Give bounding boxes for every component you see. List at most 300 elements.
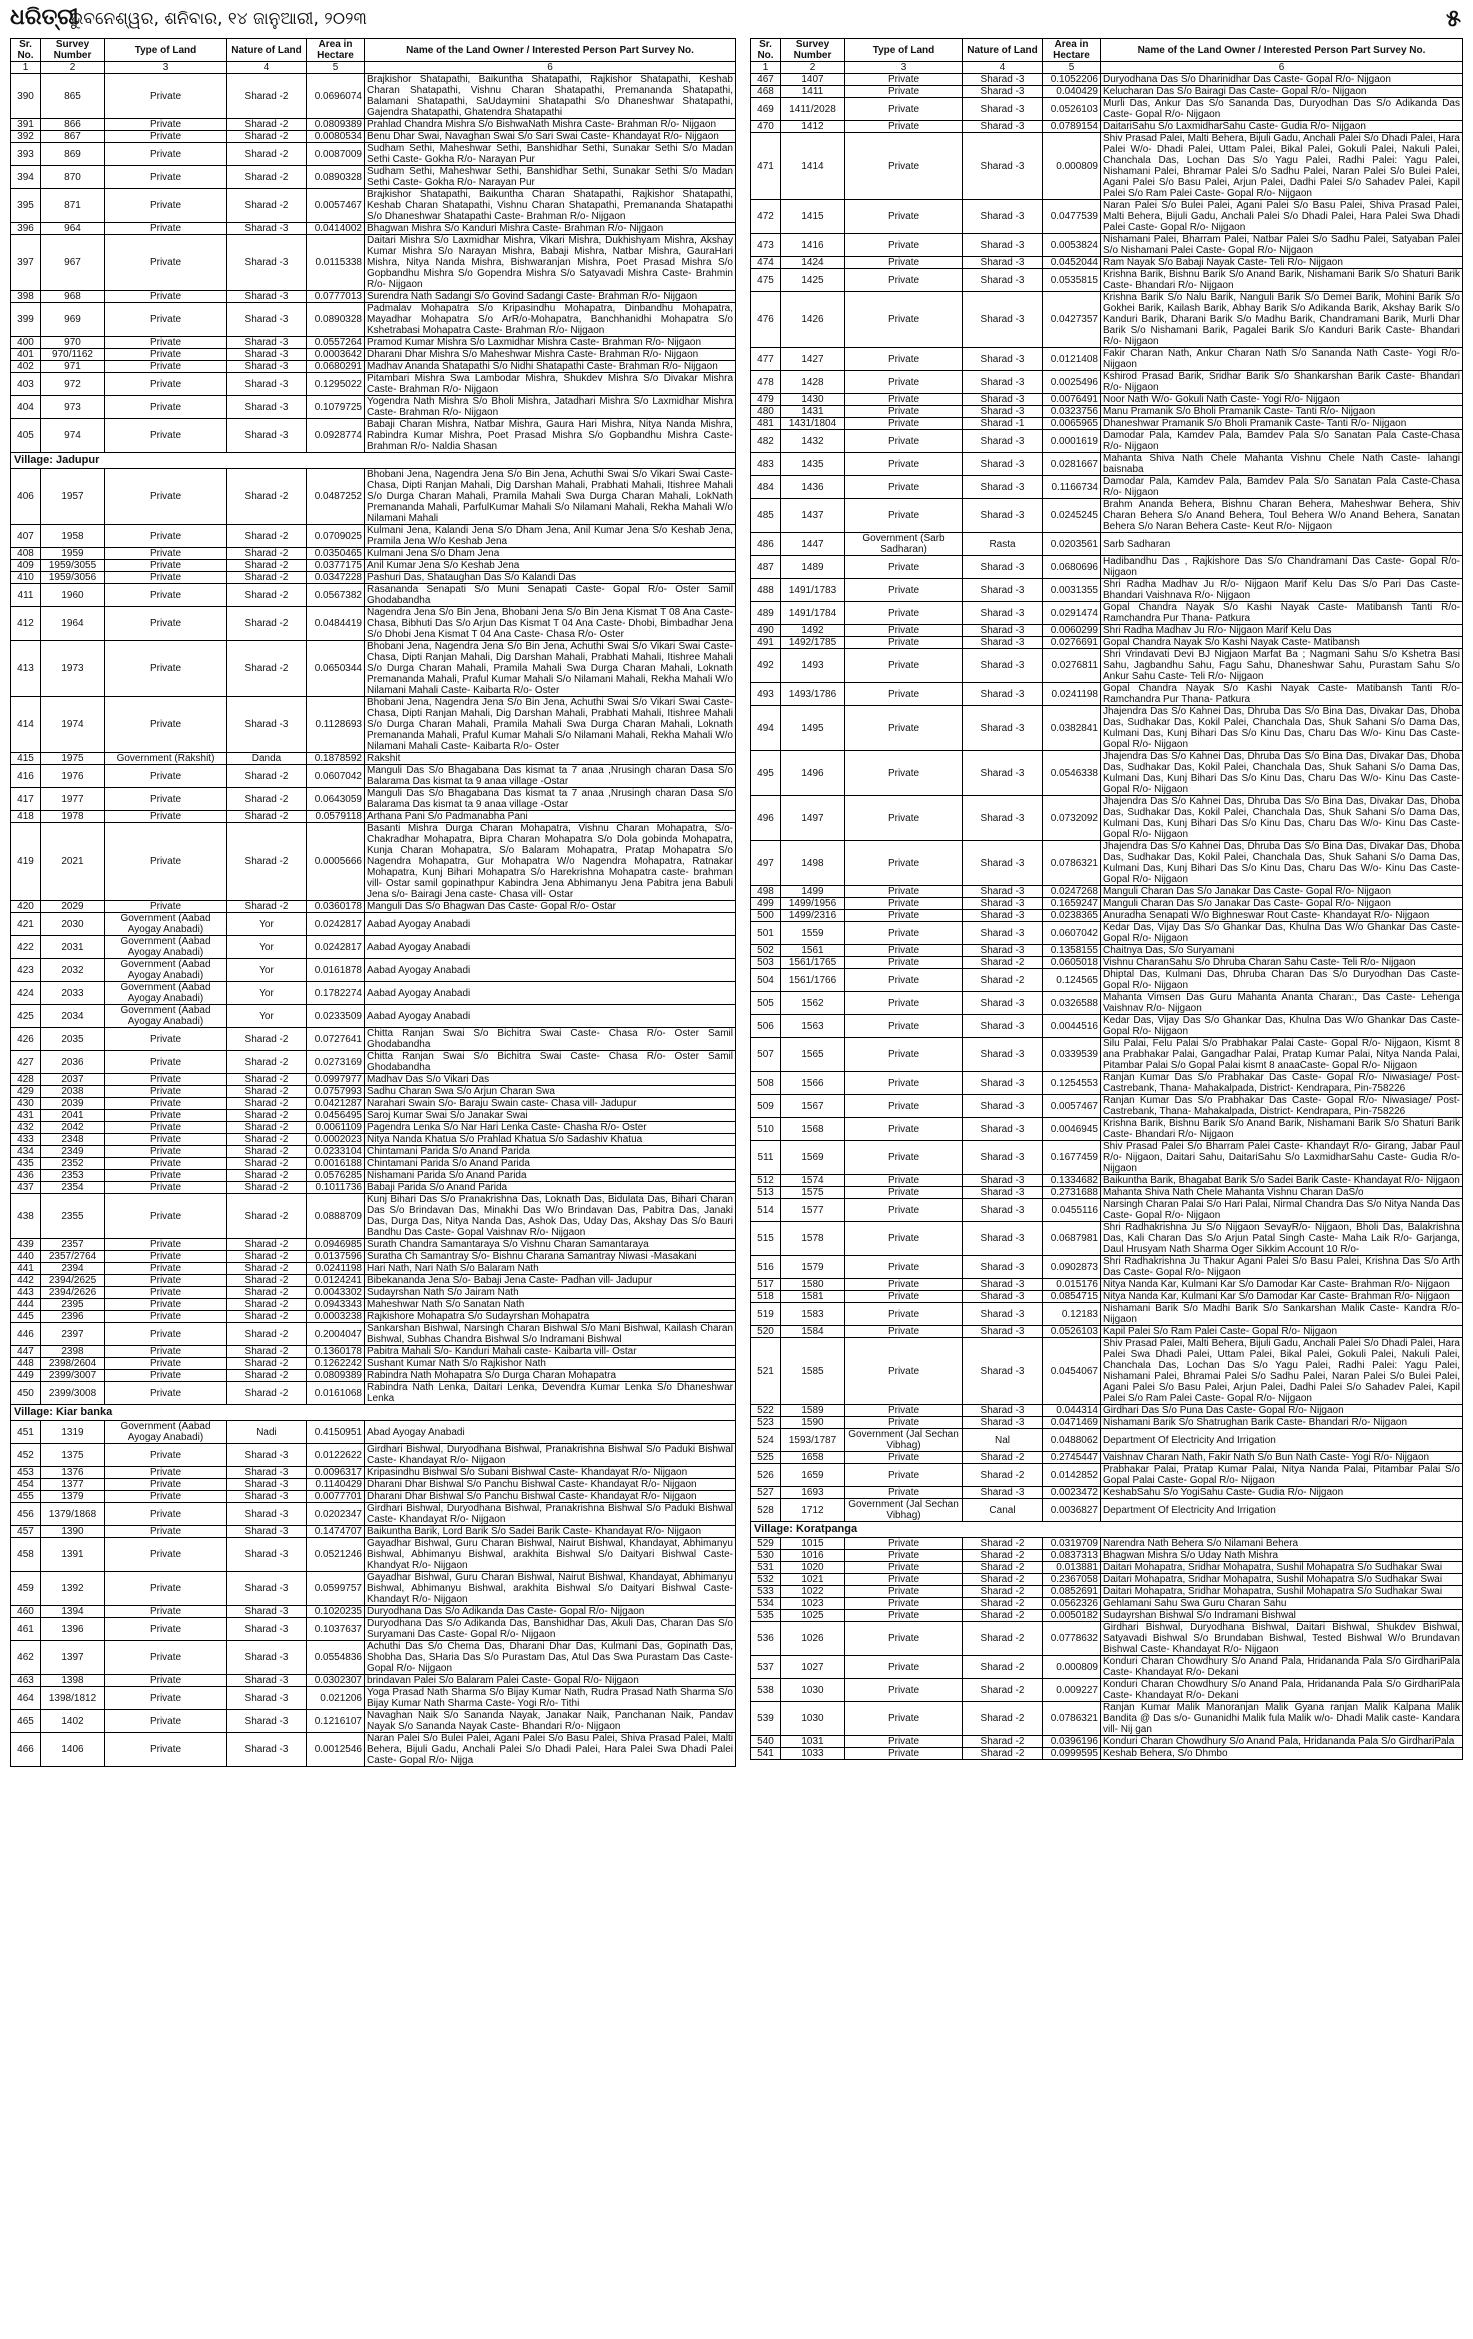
area-cell: 0.0943343 (307, 1299, 365, 1311)
sr-cell: 486 (751, 533, 781, 556)
table-row (751, 1574, 1463, 1586)
sr-cell: 441 (11, 1263, 41, 1275)
survey-cell: 1428 (781, 371, 845, 394)
owner-cell: Sudayrshan Nath S/o Jairam Nath (365, 1287, 736, 1299)
sr-cell: 455 (11, 1491, 41, 1503)
nature-cell: Sharad -3 (963, 1141, 1043, 1175)
owner-cell: Chitta Ranjan Swai S/o Bichitra Swai Caste- Chasa R/o- Oster Samil Ghodabandha (365, 1028, 736, 1051)
survey-cell: 1447 (781, 533, 845, 556)
area-cell: 0.0521246 (307, 1538, 365, 1572)
column-index-row (751, 62, 1463, 74)
nature-cell: Sharad -2 (227, 1182, 307, 1194)
survey-cell: 1412 (781, 121, 845, 133)
type-cell: Private (845, 394, 963, 406)
sr-cell: 532 (751, 1574, 781, 1586)
survey-cell: 1492 (781, 625, 845, 637)
land-table-body (751, 74, 1463, 1760)
owner-cell: Kedar Das, Vijay Das S/o Ghankar Das, Khulna Das W/o Ghankar Das Caste- Gopal R/o- Nijgaon (1101, 922, 1463, 945)
header-type: Type of Land (105, 39, 227, 62)
type-cell: Private (845, 200, 963, 234)
survey-cell: 867 (41, 131, 105, 143)
area-cell: 0.0421287 (307, 1098, 365, 1110)
nature-cell: Sharad -3 (963, 637, 1043, 649)
table-row (751, 74, 1463, 86)
table-row (11, 1382, 736, 1405)
owner-cell: Manguli Charan Das S/o Janakar Das Caste- Gopal R/o- Nijgaon (1101, 886, 1463, 898)
nature-cell: Sharad -3 (963, 1072, 1043, 1095)
area-cell: 0.0854715 (1043, 1291, 1101, 1303)
area-cell: 0.021206 (307, 1687, 365, 1710)
table-row (11, 1287, 736, 1299)
owner-cell: Maheshwar Nath S/o Sanatan Nath (365, 1299, 736, 1311)
type-cell: Private (845, 74, 963, 86)
nature-cell: Sharad -2 (227, 1382, 307, 1405)
area-cell: 0.0997977 (307, 1074, 365, 1086)
survey-cell: 1493 (781, 649, 845, 683)
header-nature: Nature of Land (227, 39, 307, 62)
area-cell: 0.0122622 (307, 1444, 365, 1467)
survey-cell: 1976 (41, 765, 105, 788)
sr-cell: 513 (751, 1187, 781, 1199)
nature-cell: Sharad -3 (963, 499, 1043, 533)
nature-cell: Sharad -3 (227, 1687, 307, 1710)
sr-cell: 461 (11, 1618, 41, 1641)
area-cell: 0.0471469 (1043, 1417, 1101, 1429)
survey-cell: 1975 (41, 753, 105, 765)
type-cell: Private (845, 1338, 963, 1405)
nature-cell: Sharad -2 (227, 1251, 307, 1263)
sr-cell: 399 (11, 303, 41, 337)
sr-cell: 485 (751, 499, 781, 533)
sr-cell: 470 (751, 121, 781, 133)
type-cell: Private (105, 1311, 227, 1323)
survey-cell: 1499/1956 (781, 898, 845, 910)
table-row (751, 649, 1463, 683)
nature-cell: Sharad -3 (963, 257, 1043, 269)
survey-cell: 1974 (41, 697, 105, 753)
owner-cell: Pagendra Lenka S/o Nar Hari Lenka Caste- Chasha R/o- Oster (365, 1122, 736, 1134)
survey-cell: 2398/2604 (41, 1358, 105, 1370)
type-cell: Private (105, 1323, 227, 1346)
owner-cell: Navaghan Naik S/o Sananda Nayak, Janakar Naik, Panchanan Naik, Pandav Nayak S/o Sananda Nayak Caste- Bhandari R/o- Nijgaon (365, 1710, 736, 1733)
survey-cell: 971 (41, 361, 105, 373)
village-heading-row (11, 1405, 736, 1421)
type-cell: Private (105, 823, 227, 901)
type-cell: Private (845, 841, 963, 886)
sr-cell: 498 (751, 886, 781, 898)
sr-cell: 508 (751, 1072, 781, 1095)
type-cell: Private (845, 1303, 963, 1326)
left-column (10, 38, 736, 2334)
survey-cell: 1659 (781, 1464, 845, 1487)
nature-cell: Sharad -2 (227, 1275, 307, 1287)
survey-cell: 1958 (41, 525, 105, 548)
owner-cell: Shiv Prasad Palei, Malti Behera, Bijuli Gadu, Anchali Palei S/o Dhadi Palei, Hara Palei Swa Dhadi Palei, Uttam Palei, Bikal Palei, Gokuli Palei, Nakuli Palei, Chanchala Das, Lochan Das S/o Yagu Palei, Radhi Palei: Yagu Palei, Nishamani Palei, Bhramai Palei S/o Sadhu Palei, Naran Palei S/o Bulei Palei, Agani Palei S/o Basu Palei, Arjun Palei, Dadhi Palei S/o Sahadev Palei, Kapil Palei S/o Ram Palei Caste- Gopal R/o- Nijgaon (1101, 1338, 1463, 1405)
owner-cell: Shri Radhakrishna Ju S/o Nijgaon SevayR/o- Nijgaon, Bholi Das, Balakrishna Das, Kali Charan Das S/o Arjun Patal Singh Caste- Maha Laik R/o- Garjanga, Daul Hrusyam Nath Sharma Oger Sikkim Account 10 R/o- (1101, 1222, 1463, 1256)
survey-cell: 1392 (41, 1572, 105, 1606)
nature-cell: Sharad -3 (963, 579, 1043, 602)
nature-cell: Sharad -3 (963, 898, 1043, 910)
nature-cell: Sharad -2 (227, 1028, 307, 1051)
area-cell: 0.0012546 (307, 1733, 365, 1767)
type-cell: Private (105, 1382, 227, 1405)
type-cell: Private (845, 453, 963, 476)
type-cell: Private (105, 1287, 227, 1299)
owner-cell: Sudayrshan Bishwal S/o Indramani Bishwal (1101, 1610, 1463, 1622)
table-row (751, 637, 1463, 649)
type-cell: Private (845, 969, 963, 992)
land-table-right (750, 38, 1463, 1760)
type-cell: Government (Aabad Ayogay Anabadi) (105, 982, 227, 1005)
survey-cell: 1030 (781, 1702, 845, 1736)
area-cell: 0.0946985 (307, 1239, 365, 1251)
nature-cell: Canal (963, 1499, 1043, 1522)
survey-cell: 2355 (41, 1194, 105, 1239)
owner-cell: Sarb Sadharan (1101, 533, 1463, 556)
sr-cell: 474 (751, 257, 781, 269)
type-cell: Private (845, 1222, 963, 1256)
survey-cell: 964 (41, 223, 105, 235)
nature-cell: Sharad -3 (963, 1487, 1043, 1499)
owner-cell: Nitya Nanda Kar, Kulmani Kar S/o Damodar Kar Caste- Brahman R/o- Nijgaon (1101, 1291, 1463, 1303)
nature-cell: Sharad -2 (227, 1146, 307, 1158)
sr-cell: 424 (11, 982, 41, 1005)
table-row (11, 982, 736, 1005)
table-row (11, 1606, 736, 1618)
nature-cell: Sharad -2 (963, 969, 1043, 992)
nature-cell: Sharad -3 (963, 74, 1043, 86)
survey-cell: 1959 (41, 548, 105, 560)
area-cell: 0.4150951 (307, 1421, 365, 1444)
owner-cell: Surendra Nath Sadangi S/o Govind Sadangi Caste- Brahman R/o- Nijgaon (365, 291, 736, 303)
nature-cell: Sharad -3 (227, 1491, 307, 1503)
area-cell: 0.0057467 (1043, 1095, 1101, 1118)
sr-cell: 443 (11, 1287, 41, 1299)
survey-cell: 2029 (41, 901, 105, 913)
type-cell: Private (105, 1710, 227, 1733)
table-row (751, 1429, 1463, 1452)
owner-cell: Rasananda Senapati S/o Muni Senapati Caste- Gopal R/o- Oster Samil Ghodabandha (365, 584, 736, 607)
survey-cell: 1693 (781, 1487, 845, 1499)
survey-cell: 1565 (781, 1038, 845, 1072)
type-cell: Private (105, 1239, 227, 1251)
survey-cell: 1959/3055 (41, 560, 105, 572)
owner-cell: Konduri Charan Chowdhury S/o Anand Pala, Hridananda Pala S/o GirdhariPala (1101, 1736, 1463, 1748)
area-cell: 0.0339539 (1043, 1038, 1101, 1072)
type-cell: Private (845, 133, 963, 200)
nature-cell: Sharad -3 (963, 1303, 1043, 1326)
survey-cell: 1964 (41, 607, 105, 641)
area-cell: 0.009227 (1043, 1679, 1101, 1702)
area-cell: 0.0554836 (307, 1641, 365, 1675)
nature-cell: Sharad -3 (963, 200, 1043, 234)
table-row (11, 1110, 736, 1122)
header-sr: Sr. No. (751, 39, 781, 62)
sr-cell: 420 (11, 901, 41, 913)
area-cell: 0.0928774 (307, 419, 365, 453)
type-cell: Private (105, 1170, 227, 1182)
sr-cell: 418 (11, 811, 41, 823)
sr-cell: 503 (751, 957, 781, 969)
sr-cell: 415 (11, 753, 41, 765)
area-cell: 0.1079725 (307, 396, 365, 419)
table-row (751, 1598, 1463, 1610)
sr-cell: 512 (751, 1175, 781, 1187)
sr-cell: 497 (751, 841, 781, 886)
sr-cell: 394 (11, 166, 41, 189)
type-cell: Private (105, 697, 227, 753)
area-cell: 0.1358155 (1043, 945, 1101, 957)
owner-cell: Ranjan Kumar Das S/o Prabhakar Das Caste- Gopal R/o- Niwasiage/ Post-Castrebank, Thana- Mahakalpada, District- Kendrapara, Pin-758226 (1101, 1072, 1463, 1095)
nature-cell: Sharad -3 (963, 430, 1043, 453)
type-cell: Private (845, 957, 963, 969)
owner-cell: Kapil Palei S/o Ram Palei Caste- Gopal R/o- Nijgaon (1101, 1326, 1463, 1338)
nature-cell: Sharad -2 (227, 765, 307, 788)
type-cell: Private (105, 1675, 227, 1687)
owner-cell: Ranjan Kumar Das S/o Prabhakar Das Caste- Gopal R/o- Niwasiage/ Post-Castrebank, Thana- Mahakalpada, District- Kendrapara, Pin-758226 (1101, 1095, 1463, 1118)
table-row (11, 1170, 736, 1182)
nature-cell: Yor (227, 959, 307, 982)
nature-cell: Sharad -3 (963, 394, 1043, 406)
sr-cell: 417 (11, 788, 41, 811)
owner-cell: Mahanta Vimsen Das Guru Mahanta Ananta Charan:, Das Caste- Lehenga Vaishnav R/o- Nijgaon (1101, 992, 1463, 1015)
table-row (11, 1346, 736, 1358)
table-row (11, 74, 736, 119)
type-cell: Private (845, 556, 963, 579)
survey-cell: 1495 (781, 706, 845, 751)
area-cell: 0.0546338 (1043, 751, 1101, 796)
owner-cell: Kedar Das, Vijay Das S/o Ghankar Das, Khulna Das W/o Ghankar Das Caste- Gopal R/o- Nijgaon (1101, 1015, 1463, 1038)
owner-cell: Aabad Ayogay Anabadi (365, 1005, 736, 1028)
sr-cell: 426 (11, 1028, 41, 1051)
sr-cell: 511 (751, 1141, 781, 1175)
type-cell: Private (105, 303, 227, 337)
area-cell: 0.2367058 (1043, 1574, 1101, 1586)
nature-cell: Sharad -3 (963, 649, 1043, 683)
survey-cell: 1425 (781, 269, 845, 292)
area-cell: 0.1474707 (307, 1526, 365, 1538)
table-row (11, 1675, 736, 1687)
owner-cell: Krishna Barik, Bishnu Barik S/o Anand Barik, Nishamani Barik S/o Shaturi Barik Caste- Bhandari R/o- Nijgaon (1101, 1118, 1463, 1141)
owner-cell: Nishamani Barik S/o Madhi Barik S/o Sankarshan Malik Caste- Kandra R/o- Nijgaon (1101, 1303, 1463, 1326)
owner-cell: Duryodhana Das S/o Adikanda Das, Banshidhar Das, Akuli Das, Charan Das S/o Suryamani Das Caste- Gopal R/o- Nijgaon (365, 1618, 736, 1641)
table-row (751, 348, 1463, 371)
table-row (751, 886, 1463, 898)
type-cell: Private (845, 992, 963, 1015)
table-row (751, 418, 1463, 430)
type-cell: Government (Aabad Ayogay Anabadi) (105, 936, 227, 959)
sr-cell: 467 (751, 74, 781, 86)
type-cell: Private (845, 234, 963, 257)
sr-cell: 531 (751, 1562, 781, 1574)
table-row (11, 373, 736, 396)
survey-cell: 2036 (41, 1051, 105, 1074)
nature-cell: Sharad -3 (963, 1405, 1043, 1417)
sr-cell: 450 (11, 1382, 41, 1405)
nature-cell: Sharad -3 (963, 1279, 1043, 1291)
type-cell: Private (845, 602, 963, 625)
owner-cell: Manguli Das S/o Bhagabana Das kismat ta 7 anaa ,Nrusingh charan Dasa S/o Balarama Das kismat ta 9 anaa village -Ostar (365, 788, 736, 811)
type-cell: Private (105, 1182, 227, 1194)
type-cell: Private (845, 499, 963, 533)
sr-cell: 541 (751, 1748, 781, 1760)
sr-cell: 412 (11, 607, 41, 641)
sr-cell: 466 (11, 1733, 41, 1767)
type-cell: Private (105, 525, 227, 548)
table-row (751, 394, 1463, 406)
owner-cell: Surath Chandra Samantaraya S/o Vishnu Charan Samantaraya (365, 1239, 736, 1251)
survey-cell: 2395 (41, 1299, 105, 1311)
nature-cell: Sharad -3 (227, 1606, 307, 1618)
owner-cell: Konduri Charan Chowdhury S/o Anand Pala, Hridananda Pala S/o GirdhariPala Caste- Khandayat R/o- Dekani (1101, 1679, 1463, 1702)
owner-cell: Sadhu Charan Swa S/o Arjun Charan Swa (365, 1086, 736, 1098)
nature-cell: Sharad -2 (227, 1311, 307, 1323)
table-row (11, 641, 736, 697)
table-row (11, 303, 736, 337)
survey-cell: 1499 (781, 886, 845, 898)
table-row (11, 765, 736, 788)
type-cell: Private (845, 625, 963, 637)
sr-cell: 476 (751, 292, 781, 348)
sr-cell: 525 (751, 1452, 781, 1464)
sr-cell: 396 (11, 223, 41, 235)
header-area: Area in Hectare (307, 39, 365, 62)
owner-cell: Daitari Mohapatra, Sridhar Mohapatra, Sushil Mohapatra S/o Sudhakar Swai (1101, 1562, 1463, 1574)
area-cell: 0.0557264 (307, 337, 365, 349)
sr-cell: 479 (751, 394, 781, 406)
survey-cell: 1499/2316 (781, 910, 845, 922)
table-row (11, 1358, 736, 1370)
survey-cell: 972 (41, 373, 105, 396)
owner-cell: Brahm Ananda Behera, Bishnu Charan Behera, Maheshwar Behera, Shiv Charan Behera S/o Anand Behera, Toul Behera W/o Anand Behera, Sanatan Behera S/o Naran Behera Caste- Keut R/o- Nijgaon (1101, 499, 1463, 533)
owner-cell: Arthana Pani S/o Padmanabha Pani (365, 811, 736, 823)
nature-cell: Sharad -3 (963, 1326, 1043, 1338)
nature-cell: Sharad -2 (227, 1158, 307, 1170)
owner-cell: Bhagwan Mishra S/o Uday Nath Mishra (1101, 1550, 1463, 1562)
column-index: 6 (1101, 62, 1463, 74)
table-row (11, 1028, 736, 1051)
table-row (751, 1562, 1463, 1574)
survey-cell: 1407 (781, 74, 845, 86)
nature-cell: Sharad -2 (227, 1358, 307, 1370)
type-cell: Private (845, 1610, 963, 1622)
sr-cell: 530 (751, 1550, 781, 1562)
table-row (11, 959, 736, 982)
survey-cell: 1394 (41, 1606, 105, 1618)
table-row (751, 1748, 1463, 1760)
sr-cell: 408 (11, 548, 41, 560)
nature-cell: Sharad -3 (227, 1572, 307, 1606)
survey-cell: 1712 (781, 1499, 845, 1522)
sr-cell: 449 (11, 1370, 41, 1382)
owner-cell: Babaji Parida S/o Anand Parida (365, 1182, 736, 1194)
sr-cell: 459 (11, 1572, 41, 1606)
survey-cell: 2041 (41, 1110, 105, 1122)
sr-cell: 469 (751, 98, 781, 121)
survey-cell: 1493/1786 (781, 683, 845, 706)
area-cell: 0.2004047 (307, 1323, 365, 1346)
type-cell: Private (845, 1586, 963, 1598)
type-cell: Private (105, 1370, 227, 1382)
area-cell: 0.0137596 (307, 1251, 365, 1263)
survey-cell: 2032 (41, 959, 105, 982)
area-cell: 0.1360178 (307, 1346, 365, 1358)
survey-cell: 1427 (781, 348, 845, 371)
type-cell: Private (845, 121, 963, 133)
area-cell: 0.0326588 (1043, 992, 1101, 1015)
sr-cell: 401 (11, 349, 41, 361)
area-cell: 0.0061109 (307, 1122, 365, 1134)
sr-cell: 506 (751, 1015, 781, 1038)
sr-cell: 434 (11, 1146, 41, 1158)
survey-cell: 2399/3008 (41, 1382, 105, 1405)
table-row (11, 1263, 736, 1275)
nature-cell: Sharad -3 (227, 337, 307, 349)
sr-cell: 493 (751, 683, 781, 706)
nature-cell: Sharad -3 (227, 1675, 307, 1687)
survey-cell: 1397 (41, 1641, 105, 1675)
area-cell: 0.0161068 (307, 1382, 365, 1405)
sr-cell: 391 (11, 119, 41, 131)
nature-cell: Sharad -2 (227, 607, 307, 641)
survey-cell: 970 (41, 337, 105, 349)
nature-cell: Sharad -2 (963, 1452, 1043, 1464)
type-cell: Private (105, 765, 227, 788)
survey-cell: 1583 (781, 1303, 845, 1326)
table-row (751, 992, 1463, 1015)
type-cell: Private (845, 430, 963, 453)
area-cell: 0.0203561 (1043, 533, 1101, 556)
sr-cell: 445 (11, 1311, 41, 1323)
nature-cell: Sharad -2 (227, 1134, 307, 1146)
survey-cell: 1581 (781, 1291, 845, 1303)
sr-cell: 411 (11, 584, 41, 607)
survey-cell: 1016 (781, 1550, 845, 1562)
survey-cell: 2357/2764 (41, 1251, 105, 1263)
owner-cell: Ram Nayak S/o Babaji Nayak Caste- Teli R/o- Nijgaon (1101, 257, 1463, 269)
area-cell: 0.0562326 (1043, 1598, 1101, 1610)
area-cell: 0.0016188 (307, 1158, 365, 1170)
owner-cell: Chintamani Parida S/o Anand Parida (365, 1146, 736, 1158)
table-row (751, 1338, 1463, 1405)
owner-cell: Saroj Kumar Swai S/o Janakar Swai (365, 1110, 736, 1122)
nature-cell: Sharad -3 (963, 1199, 1043, 1222)
type-cell: Private (845, 1187, 963, 1199)
owner-cell: Manguli Das S/o Bhagabana Das kismat ta 7 anaa ,Nrusingh charan Dasa S/o Balarama Das kismat ta 9 anaa village -Ostar (365, 765, 736, 788)
area-cell: 0.1782274 (307, 982, 365, 1005)
sr-cell: 422 (11, 936, 41, 959)
sr-cell: 533 (751, 1586, 781, 1598)
owner-cell: Anuradha Senapati W/o Bighneswar Rout Caste- Khandayat R/o- Nijgaon (1101, 910, 1463, 922)
sr-cell: 406 (11, 469, 41, 525)
survey-cell: 1584 (781, 1326, 845, 1338)
table-row (751, 1141, 1463, 1175)
survey-cell: 1568 (781, 1118, 845, 1141)
table-row (751, 1622, 1463, 1656)
survey-cell: 866 (41, 119, 105, 131)
type-cell: Private (105, 1526, 227, 1538)
survey-cell: 1022 (781, 1586, 845, 1598)
survey-cell: 1569 (781, 1141, 845, 1175)
area-cell: 0.0607042 (1043, 922, 1101, 945)
sr-cell: 475 (751, 269, 781, 292)
area-cell: 0.1052206 (1043, 74, 1101, 86)
owner-cell: Dhiptal Das, Kulmani Das, Dhruba Charan Das S/o Duryodhan Das Caste- Gopal R/o- Nijgaon (1101, 969, 1463, 992)
owner-cell: Nitya Nanda Khatua S/o Prahlad Khatua S/o Sadashiv Khatua (365, 1134, 736, 1146)
column-index: 1 (751, 62, 781, 74)
sr-cell: 468 (751, 86, 781, 98)
owner-cell: Daitari Mohapatra, Sridhar Mohapatra, Sushil Mohapatra S/o Sudhakar Swai (1101, 1574, 1463, 1586)
